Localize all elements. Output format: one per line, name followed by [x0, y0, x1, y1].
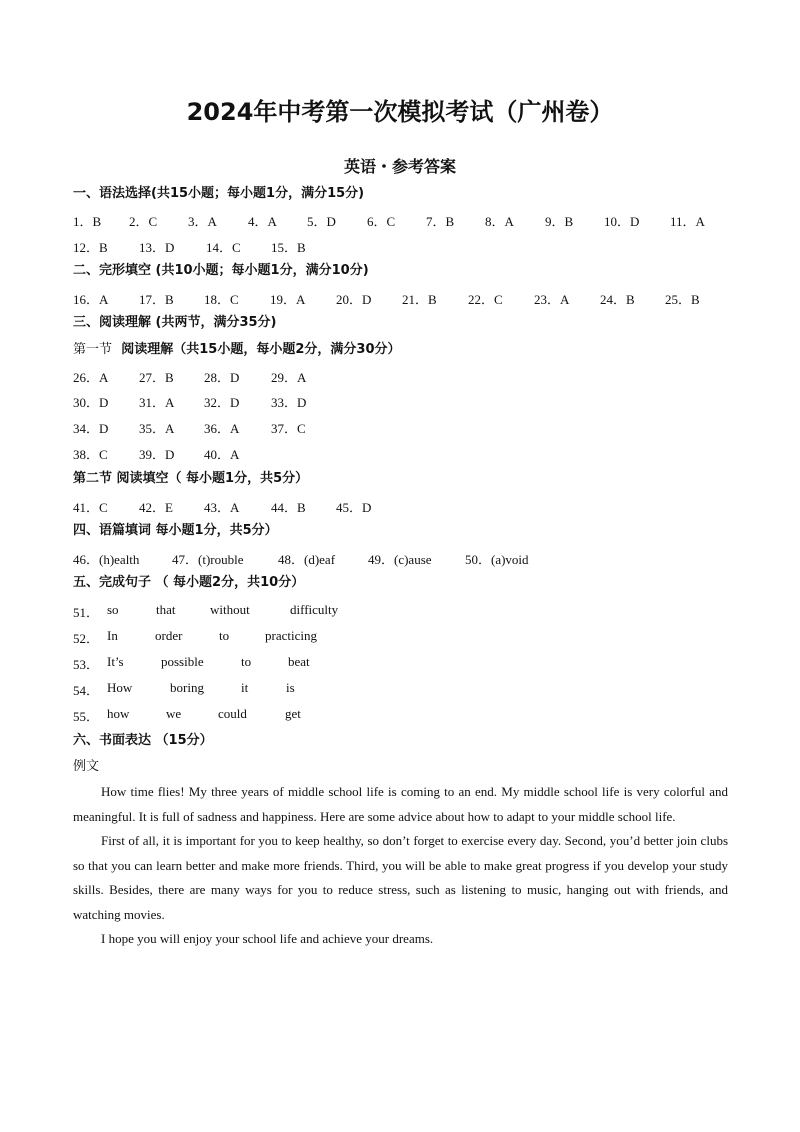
section-5-heading: 五、完成句子 （ 每小题2分，共10分） [73, 575, 305, 590]
item-number: 53． [73, 657, 100, 672]
answer-item: 25．B [665, 292, 700, 307]
answer-item: 19．A [270, 292, 306, 307]
answer-word: It’s [107, 654, 124, 669]
item-number: 54． [73, 683, 100, 698]
answer-word: to [241, 654, 252, 669]
answer-word: beat [288, 654, 310, 669]
answer-word: it [241, 680, 249, 695]
answer-word: practicing [265, 628, 317, 643]
answer-item: 35．A [139, 421, 175, 436]
answer-item: 27．B [139, 370, 174, 385]
answer-word: How [107, 680, 133, 695]
answer-item: 11．A [670, 214, 705, 229]
section-4-heading: 四、语篇填词 每小题1分，共5分） [73, 523, 278, 538]
answer-item: 10．D [604, 214, 640, 229]
essay-paragraph: First of all, it is important for you to keep healthy, so don’t forget to exercise every day. Second, you’d better join clubs so that you can learn better and make more friends. Third, you will be able to make great progress if you develop your study skills. Besides, there are many ways for you to reduce stress, such as listening to music, hanging out with friends, and watching movies. [73, 833, 728, 922]
section-1-heading: 一、语法选择(共15小题；每小题1分，满分15分) [73, 186, 365, 201]
answer-item: 21．B [402, 292, 437, 307]
section-2-heading: 二、完形填空 (共10小题；每小题1分，满分10分) [73, 263, 369, 278]
answer-item: 29．A [271, 370, 307, 385]
answer-item: 4．A [248, 214, 277, 229]
answer-item: 14．C [206, 240, 241, 255]
answer-item: 47．(t)rouble [172, 552, 244, 567]
answer-item: 13．D [139, 240, 175, 255]
answer-item: 22．C [468, 292, 503, 307]
answer-item: 42．E [139, 500, 173, 515]
answer-item: 18．C [204, 292, 239, 307]
answer-item: 3．A [188, 214, 217, 229]
essay-paragraph: I hope you will enjoy your school life and achieve your dreams. [101, 931, 434, 946]
part-heading: 阅读理解（共15小题，每小题2分，满分30分） [121, 342, 401, 357]
section-3-part-2-heading: 第二节 阅读填空（ 每小题1分，共5分） [73, 471, 309, 486]
answer-item: 33．D [271, 395, 307, 410]
answer-item: 45．D [336, 500, 372, 515]
answer-item: 48．(d)eaf [278, 552, 336, 567]
item-number: 55． [73, 709, 100, 724]
answer-word: could [218, 706, 247, 721]
answer-item: 40．A [204, 447, 240, 462]
answer-item: 1．B [73, 214, 102, 229]
answer-item: 38．C [73, 447, 108, 462]
section-3-part-1-heading [73, 339, 401, 359]
answer-word: without [210, 602, 250, 617]
answer-item: 49．(c)ause [368, 552, 432, 567]
part-label: 第一节 [73, 342, 113, 357]
answer-item: 23．A [534, 292, 570, 307]
answer-item: 39．D [139, 447, 175, 462]
item-number: 52． [73, 631, 100, 646]
answer-item: 46．(h)ealth [73, 552, 140, 567]
answer-word: is [286, 680, 295, 695]
answer-word: possible [161, 654, 204, 669]
answer-item: 44．B [271, 500, 306, 515]
answer-item: 41．C [73, 500, 108, 515]
answer-item: 7．B [426, 214, 455, 229]
answer-item: 9．B [545, 214, 574, 229]
page-subtitle: 英语・参考答案 [343, 157, 456, 176]
answer-word: difficulty [290, 602, 339, 617]
answer-word: so [107, 602, 119, 617]
example-label: 例文 [73, 759, 100, 774]
answer-item: 37．C [271, 421, 306, 436]
answer-item: 2．C [129, 214, 158, 229]
answer-word: that [156, 602, 176, 617]
answer-item: 16．A [73, 292, 109, 307]
answer-word: to [219, 628, 230, 643]
answer-word: get [285, 706, 301, 721]
answer-word: how [107, 706, 130, 721]
answer-item: 15．B [271, 240, 306, 255]
answer-item: 5．D [307, 214, 336, 229]
answer-item: 12．B [73, 240, 108, 255]
answer-item: 30．D [73, 395, 109, 410]
answer-item: 26．A [73, 370, 109, 385]
answer-word: we [166, 706, 182, 721]
answer-item: 50．(a)void [465, 552, 529, 567]
example-essay [73, 780, 728, 952]
answer-item: 20．D [336, 292, 372, 307]
answer-item: 36．A [204, 421, 240, 436]
answer-word: boring [170, 680, 204, 695]
page-title: 2024年中考第一次模拟考试（广州卷） [186, 98, 614, 126]
essay-paragraph: How time flies! My three years of middle school life is coming to an end. My middle school life is very colorful and meaningful. It is full of sadness and happiness. Here are some advice about how to adapt to your middle school life. [73, 784, 728, 824]
item-number: 51． [73, 605, 100, 620]
answer-item: 6．C [367, 214, 396, 229]
answer-item: 24．B [600, 292, 635, 307]
answer-item: 34．D [73, 421, 109, 436]
answer-item: 43．A [204, 500, 240, 515]
answer-item: 31．A [139, 395, 175, 410]
answer-item: 17．B [139, 292, 174, 307]
answer-word: order [155, 628, 183, 643]
section-6-heading: 六、书面表达 （15分） [73, 733, 213, 748]
answer-item: 28．D [204, 370, 240, 385]
section-3-heading: 三、阅读理解 (共两节，满分35分) [73, 315, 277, 330]
answer-item: 8．A [485, 214, 514, 229]
answer-word: In [107, 628, 118, 643]
answer-item: 32．D [204, 395, 240, 410]
